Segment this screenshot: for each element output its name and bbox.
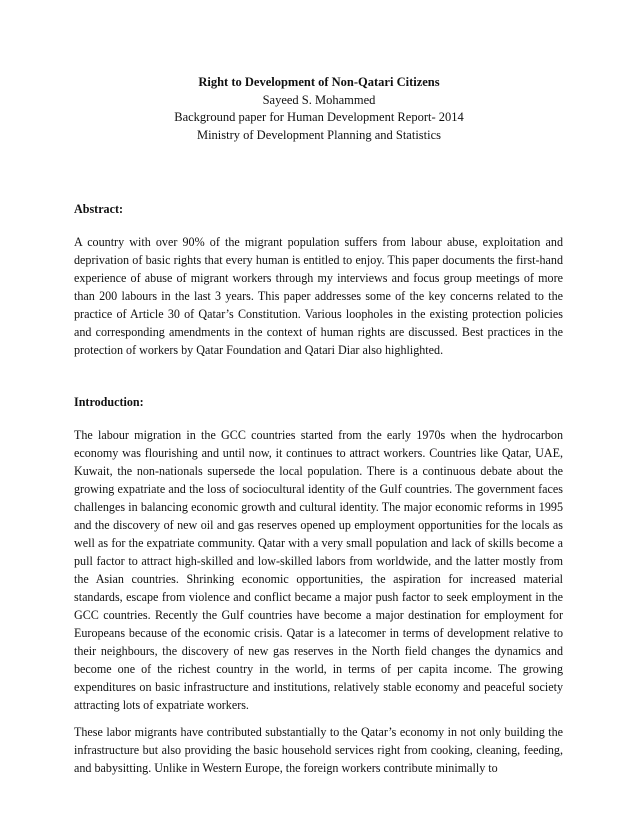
- paper-header: [0, 74, 638, 144]
- paper-title: Right to Development of Non-Qatari Citizens: [198, 75, 440, 89]
- abstract-heading: Abstract:: [74, 202, 124, 216]
- paper-type: Background paper for Human Development Report- 2014: [174, 110, 464, 124]
- introduction-heading: Introduction:: [74, 395, 144, 409]
- introduction-paragraph-1: The labour migration in the GCC countries started from the early 1970s when the hydrocarbon economy was flourishing and until now, it continues to attract workers. Countries like Qatar, UAE, Kuwait, the non-nationals supersede the local population. There is a continuous debate about the growing expatriate and the loss of sociocultural identity of the Gulf countries. The government faces challenges in balancing economic growth and cultural identity. The major economic reforms in 1995 and the discovery of new oil and gas reserves opened up employment opportunities for the locals as well as for the expatriate community. Qatar with a very small population and lack of skills become a pull factor to attract high-skilled and low-skilled labors from worldwide, and the latter mostly from the Asian countries. Shrinking economic opportunities, the aspiration for increased material standards, escape from violence and conflict became a major push factor to seek employment in the GCC countries. Recently the Gulf countries have become a major destination for employment for Europeans because of the economic crisis. Qatar is a latecomer in terms of development relative to their neighbours, the discovery of new gas reserves in the North field changes the dynamics and become one of the richest country in the world, in terms of per capita income. The growing expenditures on basic infrastructure and institutions, relatively stable economy and peaceful society attracting lots of expatriate workers.: [74, 428, 563, 712]
- paper-body: [74, 200, 563, 777]
- introduction-paragraph-2: These labor migrants have contributed substantially to the Qatar’s economy in not only building the infrastructure but also providing the basic household services right from cooking, cleaning, feeding, and babysitting. Unlike in Western Europe, the foreign workers contribute minimally to: [74, 725, 563, 775]
- author-name: Sayeed S. Mohammed: [262, 92, 376, 107]
- abstract-text: A country with over 90% of the migrant population suffers from labour abuse, exploitation and deprivation of basic rights that every human is entitled to enjoy. This paper documents the first-hand experience of abuse of migrant workers through my interviews and focus group meetings of more than 200 labours in the last 3 years. This paper addresses some of the key concerns related to the practice of Article 30 of Qatar’s Constitution. Various loopholes in the existing protection policies and corresponding amendments in the context of human rights are discussed. Best practices in the protection of workers by Qatar Foundation and Qatari Diar also highlighted.: [74, 235, 563, 357]
- ministry-name: Ministry of Development Planning and Statistics: [196, 127, 442, 142]
